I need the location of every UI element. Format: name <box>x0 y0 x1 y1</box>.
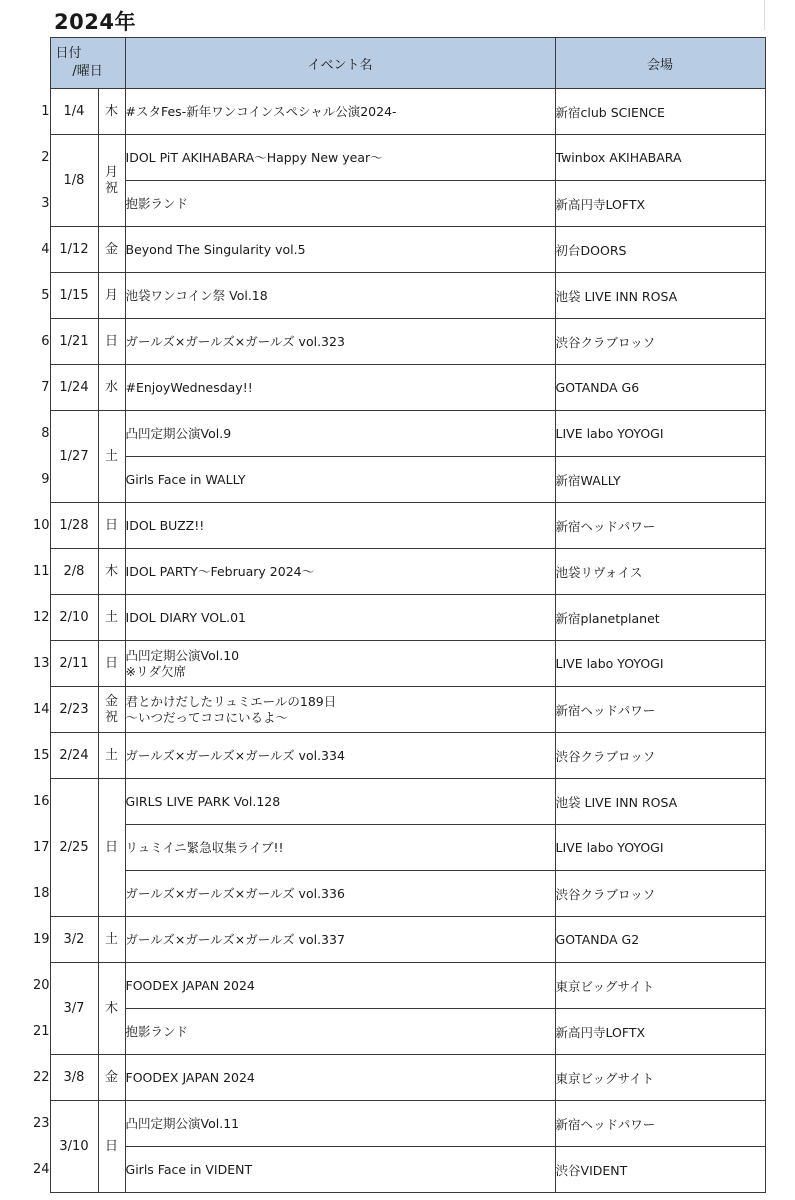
venue-cell: LIVE labo YOYOGI <box>555 411 765 457</box>
event-name-cell <box>125 365 555 411</box>
venue-cell: 新宿WALLY <box>555 457 765 503</box>
event-name-line: 抱影ランド <box>125 1023 189 1039</box>
row-number: 19 <box>32 932 50 947</box>
table-row <box>24 89 765 135</box>
header-row <box>24 38 765 89</box>
row-number: 22 <box>32 1070 50 1085</box>
date-cell: 1/8 <box>50 135 98 227</box>
date-cell: 2/8 <box>50 549 98 595</box>
table-row <box>24 871 765 917</box>
date-cell: 2/24 <box>50 733 98 779</box>
date-cell: 3/8 <box>50 1055 98 1101</box>
event-name-cell <box>125 411 555 457</box>
row-number: 14 <box>32 702 50 717</box>
weekday-cell <box>98 273 125 319</box>
date-cell: 2/23 <box>50 687 98 733</box>
weekday-label: 金 <box>105 241 119 257</box>
event-name-cell <box>125 1147 555 1193</box>
weekday-cell <box>98 1055 125 1101</box>
event-name-line: #スタFes-新年ワンコインスペシャル公演2024- <box>125 103 397 119</box>
table-row <box>24 917 765 963</box>
event-name-cell <box>125 549 555 595</box>
event-name-line: 凸凹定期公演Vol.11 <box>125 1115 240 1131</box>
venue-cell: 新宿ヘッドパワー <box>555 1101 765 1147</box>
header-day-label: /曜日 <box>72 64 103 79</box>
row-number: 10 <box>32 518 50 533</box>
event-name-cell <box>125 733 555 779</box>
row-number: 15 <box>32 748 50 763</box>
event-schedule-table <box>24 37 766 1193</box>
event-name-cell <box>125 89 555 135</box>
event-name-line: 君とかけだしたリュミエールの189日 <box>125 693 337 709</box>
weekday-label: 月 <box>105 164 119 180</box>
table-row <box>24 365 765 411</box>
date-cell: 1/27 <box>50 411 98 503</box>
table-row <box>24 1101 765 1147</box>
row-number: 12 <box>32 610 50 625</box>
venue-cell: 池袋リヴォイス <box>555 549 765 595</box>
event-name-line: ※リダ欠席 <box>125 663 186 679</box>
table-row <box>24 779 765 825</box>
weekday-cell <box>98 779 125 917</box>
venue-cell: LIVE labo YOYOGI <box>555 825 765 871</box>
event-name-cell <box>125 1055 555 1101</box>
row-number: 20 <box>32 978 50 993</box>
event-name-cell <box>125 825 555 871</box>
event-name-line: 凸凹定期公演Vol.9 <box>125 425 232 441</box>
venue-cell: GOTANDA G6 <box>555 365 765 411</box>
event-name-line: ガールズ×ガールズ×ガールズ vol.323 <box>125 333 345 349</box>
event-name-cell <box>125 1009 555 1055</box>
event-name-line: FOODEX JAPAN 2024 <box>125 1069 255 1085</box>
weekday-cell <box>98 687 125 733</box>
event-name-line: #EnjoyWednesday!! <box>125 379 253 395</box>
header-date-label: 日付 <box>55 46 82 61</box>
row-number: 24 <box>32 1162 50 1177</box>
table-row <box>24 1055 765 1101</box>
table-row <box>24 641 765 687</box>
weekday-label: 金 <box>105 693 119 709</box>
event-name-cell <box>125 595 555 641</box>
venue-cell: 渋谷クラブロッソ <box>555 733 765 779</box>
date-cell: 2/25 <box>50 779 98 917</box>
weekday-cell <box>98 733 125 779</box>
weekday-label: 土 <box>105 747 119 763</box>
venue-cell: 東京ビッグサイト <box>555 1055 765 1101</box>
event-name-line: 抱影ランド <box>125 195 189 211</box>
date-cell: 2/10 <box>50 595 98 641</box>
venue-cell: 新高円寺LOFTX <box>555 1009 765 1055</box>
row-number: 6 <box>41 334 50 349</box>
venue-cell: LIVE labo YOYOGI <box>555 641 765 687</box>
weekday-label: 土 <box>105 448 119 464</box>
row-number: 13 <box>32 656 50 671</box>
header-number-cell <box>24 38 50 89</box>
weekday-cell <box>98 319 125 365</box>
table-row <box>24 549 765 595</box>
date-cell: 3/2 <box>50 917 98 963</box>
row-number: 2 <box>41 150 50 165</box>
weekday-label: 木 <box>105 563 119 579</box>
sheet-edge-line <box>764 0 765 30</box>
table-row <box>24 181 765 227</box>
row-number: 21 <box>32 1024 50 1039</box>
weekday-cell <box>98 89 125 135</box>
weekday-label: 日 <box>105 655 119 671</box>
event-name-line: GIRLS LIVE PARK Vol.128 <box>125 793 281 809</box>
venue-cell: 池袋 LIVE INN ROSA <box>555 273 765 319</box>
event-name-line: ガールズ×ガールズ×ガールズ vol.336 <box>125 885 345 901</box>
weekday-cell <box>98 411 125 503</box>
venue-cell: 渋谷クラブロッソ <box>555 319 765 365</box>
event-name-cell <box>125 273 555 319</box>
venue-cell: GOTANDA G2 <box>555 917 765 963</box>
weekday-cell <box>98 917 125 963</box>
weekday-label: 日 <box>105 517 119 533</box>
venue-cell: 新宿planetplanet <box>555 595 765 641</box>
event-name-cell <box>125 457 555 503</box>
venue-cell: 渋谷VIDENT <box>555 1147 765 1193</box>
event-name-line: IDOL PiT AKIHABARA〜Happy New year〜 <box>125 149 383 165</box>
table-row <box>24 273 765 319</box>
event-name-cell <box>125 181 555 227</box>
table-row <box>24 687 765 733</box>
weekday-label: 水 <box>105 379 119 395</box>
header-event-name: イベント名 <box>125 38 555 89</box>
weekday-label: 土 <box>105 609 119 625</box>
event-name-line: リュミイニ緊急収集ライブ!! <box>125 839 284 855</box>
table-row <box>24 595 765 641</box>
event-name-cell <box>125 1101 555 1147</box>
schedule-body <box>24 89 765 1193</box>
table-row <box>24 411 765 457</box>
date-cell: 2/11 <box>50 641 98 687</box>
year-title: 2024年 <box>54 10 136 34</box>
event-name-line: ガールズ×ガールズ×ガールズ vol.334 <box>125 747 345 763</box>
row-number: 11 <box>32 564 50 579</box>
date-cell: 1/12 <box>50 227 98 273</box>
weekday-label: 日 <box>105 839 119 855</box>
event-name-cell <box>125 503 555 549</box>
event-name-cell <box>125 963 555 1009</box>
table-row <box>24 1147 765 1193</box>
venue-cell: 新宿ヘッドパワー <box>555 503 765 549</box>
event-name-line: Beyond The Singularity vol.5 <box>125 241 306 257</box>
event-name-line: IDOL PARTY〜February 2024〜 <box>125 563 315 579</box>
table-row <box>24 319 765 365</box>
row-number: 5 <box>41 288 50 303</box>
weekday-label: 木 <box>105 103 119 119</box>
event-name-line: IDOL DIARY VOL.01 <box>125 609 246 625</box>
row-number: 8 <box>41 426 50 441</box>
date-cell: 1/4 <box>50 89 98 135</box>
venue-cell: 初台DOORS <box>555 227 765 273</box>
table-row <box>24 825 765 871</box>
row-number: 1 <box>41 104 50 119</box>
weekday-label: 木 <box>105 1000 119 1016</box>
event-name-cell <box>125 687 555 733</box>
event-name-line: FOODEX JAPAN 2024 <box>125 977 255 993</box>
event-name-cell <box>125 135 555 181</box>
venue-cell: 池袋 LIVE INN ROSA <box>555 779 765 825</box>
weekday-cell <box>98 549 125 595</box>
table-row <box>24 503 765 549</box>
row-number: 17 <box>32 840 50 855</box>
header-date-day <box>50 38 125 89</box>
event-name-line: IDOL BUZZ!! <box>125 517 205 533</box>
event-name-cell <box>125 779 555 825</box>
event-name-line: 凸凹定期公演Vol.10 <box>125 647 240 663</box>
event-name-cell <box>125 641 555 687</box>
event-name-line: Girls Face in WALLY <box>125 471 246 487</box>
row-number: 7 <box>41 380 50 395</box>
event-name-line: 〜いつだってココにいるよ〜 <box>125 709 289 725</box>
event-name-cell <box>125 917 555 963</box>
venue-cell: 東京ビッグサイト <box>555 963 765 1009</box>
event-name-cell <box>125 871 555 917</box>
header-venue: 会場 <box>555 38 765 89</box>
weekday-label: 金 <box>105 1069 119 1085</box>
event-name-line: 池袋ワンコイン祭 Vol.18 <box>125 287 268 303</box>
event-name-cell <box>125 227 555 273</box>
event-name-line: Girls Face in VIDENT <box>125 1161 253 1177</box>
table-row <box>24 1009 765 1055</box>
row-number: 18 <box>32 886 50 901</box>
table-row <box>24 457 765 503</box>
date-cell: 3/7 <box>50 963 98 1055</box>
venue-cell: 新宿club SCIENCE <box>555 89 765 135</box>
weekday-cell <box>98 227 125 273</box>
date-cell: 3/10 <box>50 1101 98 1193</box>
venue-cell: 新高円寺LOFTX <box>555 181 765 227</box>
weekday-cell <box>98 365 125 411</box>
weekday-label: 日 <box>105 333 119 349</box>
venue-cell: 新宿ヘッドパワー <box>555 687 765 733</box>
venue-cell: 渋谷クラブロッソ <box>555 871 765 917</box>
date-cell: 1/21 <box>50 319 98 365</box>
weekday-label: 祝 <box>105 709 119 725</box>
venue-cell: Twinbox AKIHABARA <box>555 135 765 181</box>
weekday-cell <box>98 135 125 227</box>
row-number: 3 <box>41 196 50 211</box>
weekday-cell <box>98 641 125 687</box>
table-row <box>24 135 765 181</box>
table-row <box>24 733 765 779</box>
weekday-cell <box>98 1101 125 1193</box>
weekday-label: 祝 <box>105 180 119 196</box>
row-number: 23 <box>32 1116 50 1131</box>
weekday-cell <box>98 963 125 1055</box>
weekday-label: 月 <box>105 287 119 303</box>
event-name-line: ガールズ×ガールズ×ガールズ vol.337 <box>125 931 345 947</box>
row-number: 16 <box>32 794 50 809</box>
table-row <box>24 963 765 1009</box>
weekday-cell <box>98 595 125 641</box>
weekday-cell <box>98 503 125 549</box>
row-number: 9 <box>41 472 50 487</box>
weekday-label: 日 <box>105 1138 119 1154</box>
date-cell: 1/15 <box>50 273 98 319</box>
event-name-cell <box>125 319 555 365</box>
weekday-label: 土 <box>105 931 119 947</box>
date-cell: 1/24 <box>50 365 98 411</box>
date-cell: 1/28 <box>50 503 98 549</box>
table-row <box>24 227 765 273</box>
row-number: 4 <box>41 242 50 257</box>
